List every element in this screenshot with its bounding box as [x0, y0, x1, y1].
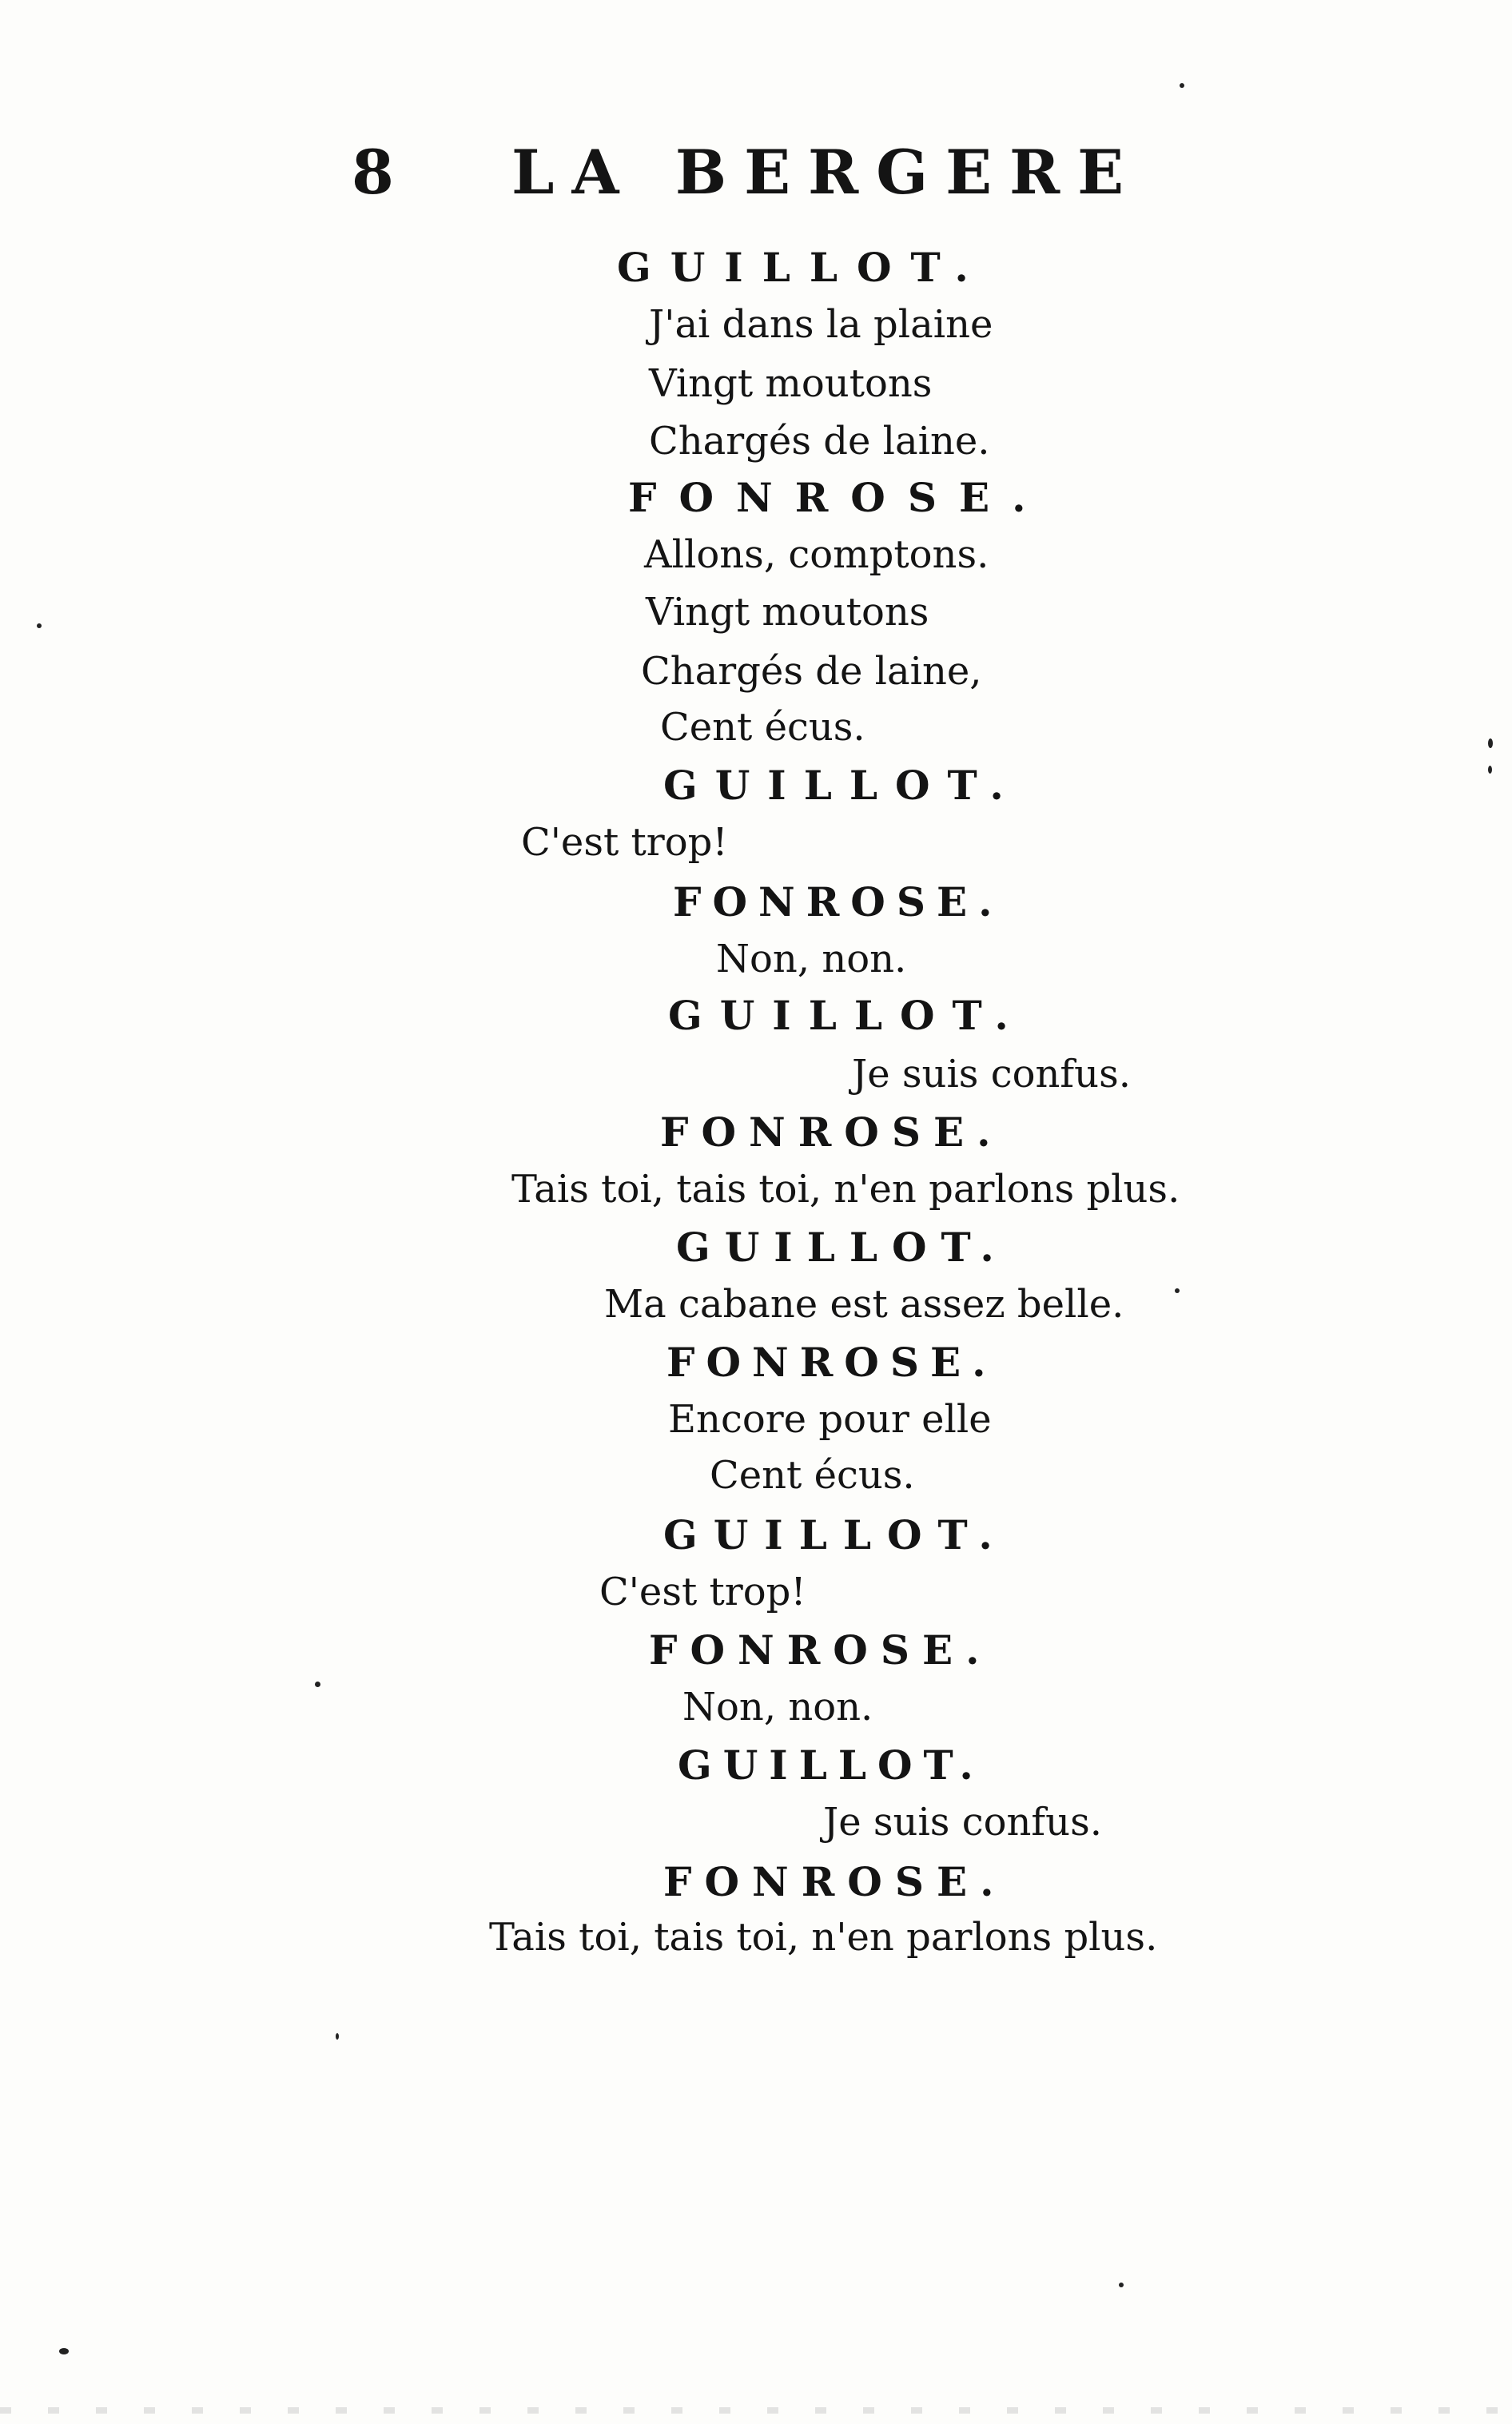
ink-speck: [59, 2348, 69, 2354]
page-edge-noise: [0, 2407, 1512, 2414]
page-number: 8: [352, 137, 394, 208]
ink-speck: [1180, 83, 1184, 88]
ink-speck: [336, 2033, 339, 2040]
speaker-guillot: GUILLOT.: [668, 992, 1026, 1039]
speaker-fonrose: FONROSE.: [649, 1626, 993, 1674]
ink-speck: [37, 623, 42, 628]
speaker-fonrose: FONROSE.: [663, 1858, 1007, 1905]
speaker-guillot: GUILLOT.: [663, 762, 1021, 809]
ink-speck: [1119, 2283, 1124, 2287]
verse-line: Je suis confus.: [852, 1052, 1131, 1097]
verse-line: Non, non.: [716, 937, 907, 981]
speaker-guillot: GUILLOT.: [678, 1741, 985, 1789]
verse-line: Non, non.: [682, 1685, 873, 1729]
verse-line: Chargés de laine.: [649, 419, 990, 464]
verse-line: Encore pour elle: [668, 1397, 992, 1442]
verse-line: Cent écus.: [710, 1453, 915, 1498]
verse-line: Tais toi, tais toi, n'en parlons plus.: [489, 1915, 1158, 1960]
speaker-fonrose: FONROSE.: [673, 878, 1004, 925]
verse-line: Tais toi, tais toi, n'en parlons plus.: [511, 1167, 1180, 1212]
verse-line: Chargés de laine,: [641, 649, 982, 694]
verse-line: C'est trop!: [599, 1570, 806, 1614]
ink-speck: [1488, 738, 1493, 748]
verse-line: Allons, comptons.: [644, 532, 989, 577]
speaker-fonrose: FONROSE.: [666, 1339, 997, 1386]
verse-line: Vingt moutons: [649, 361, 933, 406]
speaker-guillot: GUILLOT.: [663, 1511, 1009, 1558]
ink-speck: [1488, 766, 1492, 774]
verse-line: Je suis confus.: [823, 1800, 1102, 1845]
verse-line: Ma cabane est assez belle.: [604, 1282, 1124, 1327]
ink-speck: [315, 1682, 320, 1687]
verse-line: Cent écus.: [660, 705, 865, 750]
speaker-fonrose: FONROSE.: [660, 1109, 1004, 1156]
speaker-guillot: GUILLOT.: [676, 1224, 1009, 1271]
speaker-guillot: GUILLOT.: [617, 244, 988, 291]
ink-speck: [1175, 1288, 1180, 1293]
verse-line: J'ai dans la plaine: [649, 302, 993, 347]
speaker-fonrose: FONROSE.: [628, 474, 1048, 521]
verse-line: C'est trop!: [521, 820, 728, 865]
verse-line: Vingt moutons: [646, 590, 929, 635]
running-title: LA BERGERE: [511, 137, 1142, 208]
